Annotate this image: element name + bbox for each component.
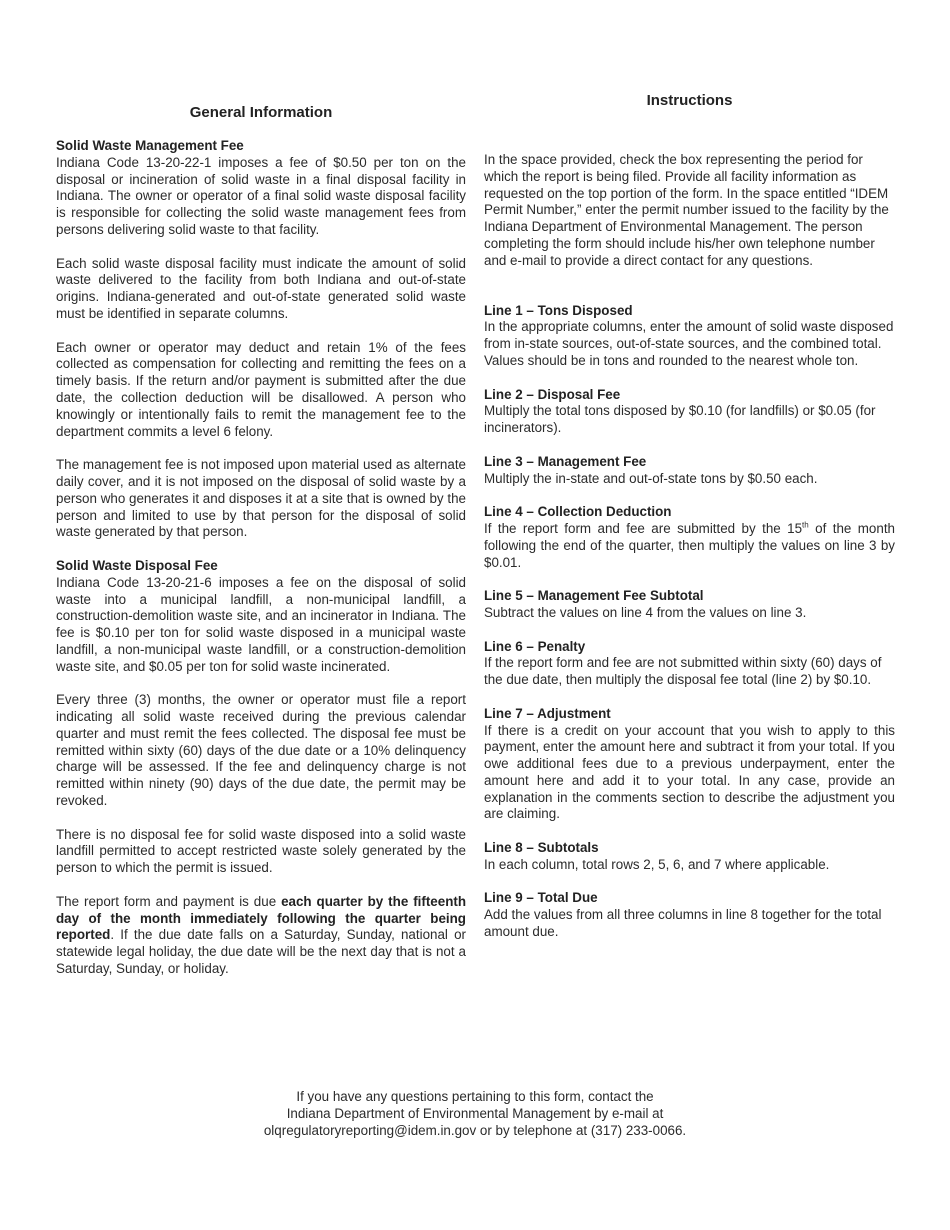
paragraph: Indiana Code 13-20-22-1 imposes a fee of $0.50 per ton on the disposal or incineration of solid waste in a final disposal facility in Indiana. The owner or operator of a final solid waste disposal facility is responsible for collecting the solid waste management fees from persons delivering solid waste to that facility.: [56, 154, 466, 237]
due-date-intro: The report form and payment is due: [56, 893, 282, 909]
paragraph: Indiana Code 13-20-21-6 imposes a fee on the disposal of solid waste into a municipal landfill, a non-municipal landfill, a construction-demolition waste site, and an incinerator in Indiana. The fee is $0.10 per ton for solid waste disposed in a municipal waste landfill, a non-municipal waste landfill, or a construction-demolition waste site, and $0.05 per ton for solid waste incinerated.: [56, 574, 466, 674]
line-4-section: [484, 504, 895, 571]
line-text: Multiply the total tons disposed by $0.10 (for landfills) or $0.05 (for incinerators).: [484, 403, 876, 436]
paragraph: Every three (3) months, the owner or operator must file a report indicating all solid waste received during the previous calendar quarter and must remit the fees collected. The disposal fee must be remitted within sixty (60) days of the due date or a 10% delinquency charge will be assessed. If the fee and delinquency charge is not remitted within ninety (90) days of the due date, the permit may be revoked.: [56, 692, 466, 809]
instructions-intro: [484, 152, 895, 270]
general-information-column: [56, 104, 466, 995]
line-4-text-end: of the month following the end of the quarter, then multiply the values on line 3 by $0.01.: [484, 520, 895, 570]
line-title: Line 6 – Penalty: [484, 638, 586, 654]
instructions-column: [484, 92, 895, 958]
line-title: Line 7 – Adjustment: [484, 705, 611, 721]
line-text: In each column, total rows 2, 5, 6, and 7 where applicable.: [484, 856, 830, 872]
paragraph-block: [56, 692, 466, 810]
paragraph: Each solid waste disposal facility must indicate the amount of solid waste delivered to the facility from both Indiana and out-of-state origins. Indiana-generated and out-of-state generated solid waste must be identified in separate columns.: [56, 255, 466, 321]
management-fee-section: [56, 138, 466, 239]
line-title: Line 1 – Tons Disposed: [484, 302, 633, 318]
contact-footer: [0, 1089, 950, 1139]
line-7-section: [484, 706, 895, 824]
ordinal-suffix: th: [802, 520, 809, 530]
paragraph-block: [56, 827, 466, 877]
paragraph-block: [56, 256, 466, 323]
paragraph-block: [56, 457, 466, 541]
general-information-heading: General Information: [189, 104, 333, 121]
line-title: Line 4 – Collection Deduction: [484, 504, 672, 520]
due-date-rest: . If the due date falls on a Saturday, Sunday, national or statewide legal holiday, the due date will be the next day that is not a Saturday, Sunday, or holiday.: [56, 927, 466, 977]
section-title: Solid Waste Disposal Fee: [56, 557, 218, 573]
due-date-emphasis: each quarter by the fifteenth day of the month immediately following the quarter being reported: [56, 893, 467, 943]
paragraph-block: [56, 340, 466, 441]
disposal-fee-section: [56, 558, 466, 676]
footer-line: Indiana Department of Environmental Management by e-mail at: [286, 1105, 664, 1121]
line-text: Add the values from all three columns in line 8 together for the total amount due.: [484, 907, 882, 940]
paragraph: There is no disposal fee for solid waste disposed into a solid waste landfill permitted to accept restricted waste solely generated by the person to which the permit is issued.: [56, 826, 466, 876]
line-4-text-start: If the report form and fee are submitted by the 15: [484, 520, 803, 536]
paragraph: Each owner or operator may deduct and retain 1% of the fees collected as compensation for collecting and remitting the fees on a timely basis. If the return and/or payment is submitted after the due date, the collection deduction will be disallowed. A person who knowingly or intentionally fails to remit the management fee to the department commits a level 6 felony.: [56, 339, 466, 439]
paragraph: The management fee is not imposed upon material used as alternate daily cover, and it is not imposed on the disposal of solid waste by a person who generates it and disposes it at a site that is owned by the person and limited to use by that person for the disposal of solid waste generated by that person.: [56, 457, 466, 540]
line-6-section: [484, 639, 895, 689]
line-text: [484, 521, 895, 571]
line-2-section: [484, 387, 895, 437]
line-8-section: [484, 840, 895, 874]
line-title: Line 8 – Subtotals: [484, 840, 599, 856]
line-3-section: [484, 454, 895, 488]
line-text: If the report form and fee are not submitted within sixty (60) days of the due date, then multiply the disposal fee total (line 2) by $0.10.: [484, 655, 882, 688]
line-9-section: [484, 890, 895, 940]
line-title: Line 3 – Management Fee: [484, 453, 647, 469]
section-title: Solid Waste Management Fee: [56, 138, 244, 153]
line-title: Line 2 – Disposal Fee: [484, 386, 621, 402]
line-text: If there is a credit on your account that you wish to apply to this payment, enter the amount here and subtract it from your total. If you owe additional fees due to a previous underpayment, enter the amount here and add it to your total. In any case, provide an explanation in the comments section to describe the adjustment you are claiming.: [484, 722, 895, 822]
footer-line: olqregulatoryreporting@idem.in.gov or by telephone at (317) 233-0066.: [263, 1122, 687, 1138]
due-date-paragraph: [56, 894, 466, 978]
line-1-section: [484, 303, 895, 370]
line-text: In the appropriate columns, enter the amount of solid waste disposed from in-state sources, out-of-state sources, and the combined total. Values should be in tons and rounded to the nearest whole ton.: [484, 319, 894, 368]
line-5-section: [484, 588, 895, 622]
due-date-block: [56, 894, 466, 978]
line-text: Multiply the in-state and out-of-state tons by $0.50 each.: [484, 470, 818, 486]
line-text: Subtract the values on line 4 from the values on line 3.: [484, 604, 807, 620]
instructions-heading: Instructions: [646, 92, 733, 109]
paragraph: In the space provided, check the box representing the period for which the report is being filed. Provide all facility information as requested on the top portion of the form. In the space entitled “IDEM Permit Number,” enter the permit number issued to the facility by the Indiana Department of Environmental Management. The person completing the form should include his/her own telephone number and e-mail to provide a direct contact for any questions.: [484, 152, 889, 268]
line-title: Line 5 – Management Fee Subtotal: [484, 588, 704, 604]
line-title: Line 9 – Total Due: [484, 890, 598, 906]
footer-line: If you have any questions pertaining to this form, contact the: [296, 1089, 654, 1104]
